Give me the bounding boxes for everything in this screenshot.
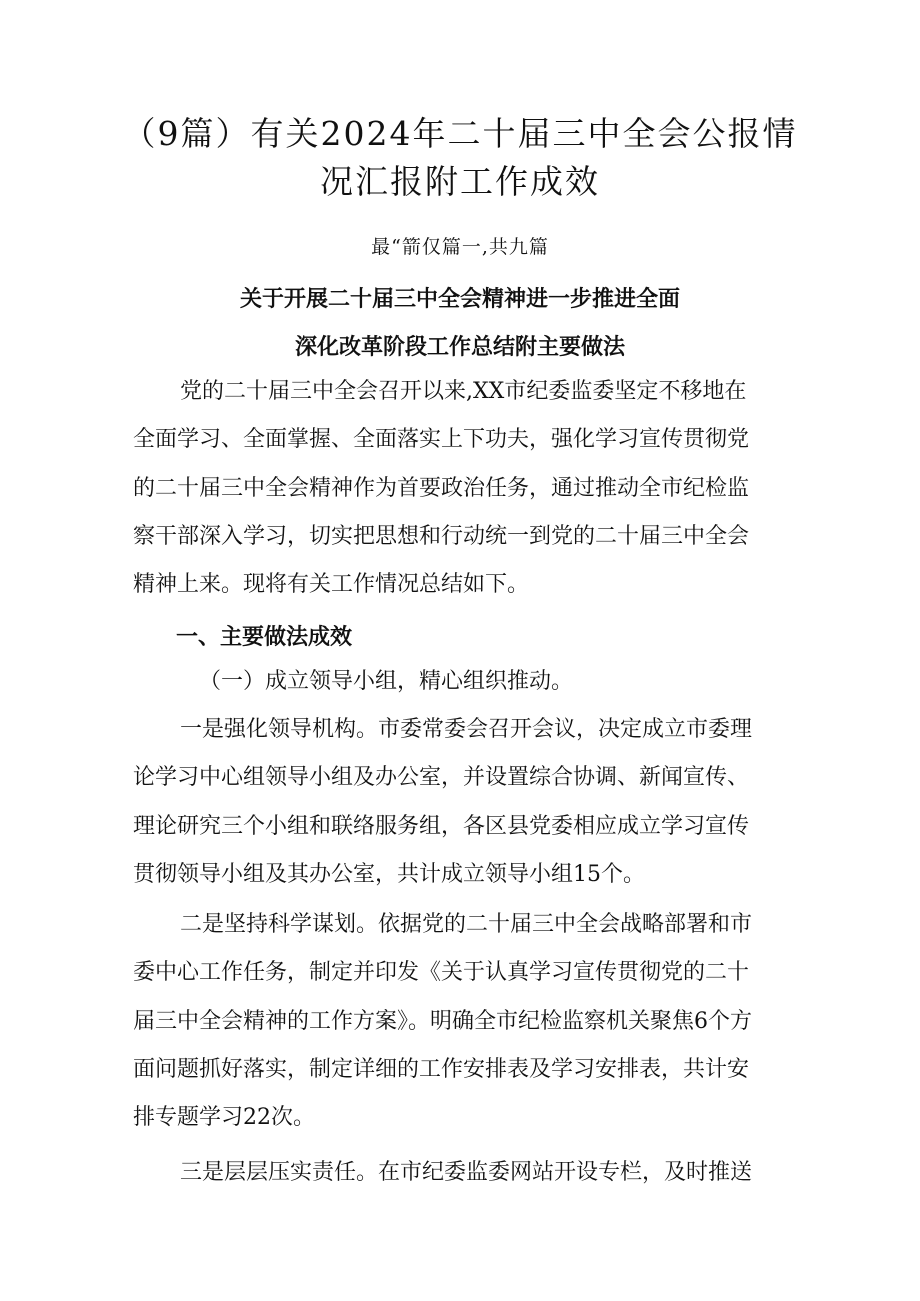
document-subtitle: 最“箭仅篇一,共九篇 (371, 236, 549, 258)
section-heading: 一、主要做法成效 (176, 625, 353, 650)
paragraph-line: 论学习中心组领导小组及办公室，并设置综合协调、新闻宣传、 (133, 765, 750, 790)
subsection-heading: （一）成立领导小组，精心组织推动。 (199, 669, 574, 694)
article-heading-line-2: 深化改革阶段工作总结附主要做法 (294, 335, 625, 360)
document-title-line-2: 况汇报附工作成效 (320, 162, 600, 201)
paragraph-line: 届三中全会精神的工作方案》。明确全市纪检监察机关聚焦6个方 (133, 1009, 752, 1034)
paragraph-line: 察干部深入学习，切实把思想和行动统一到党的二十届三中全会 (133, 524, 750, 549)
paragraph-line: 精神上来。现将有关工作情况总结如下。 (133, 572, 530, 597)
paragraph-line: 二是坚持科学谋划。依据党的二十届三中全会战略部署和市 (180, 912, 753, 937)
paragraph-line: 三是层层压实责任。在市纪委监委网站开设专栏，及时推送 (180, 1160, 753, 1185)
paragraph-line: 一是强化领导机构。市委常委会召开会议，决定成立市委理 (180, 717, 753, 742)
article-heading-line-1: 关于开展二十届三中全会精神进一步推进全面 (239, 287, 680, 312)
paragraph-line: 贯彻领导小组及其办公室，共计成立领导小组15个。 (133, 862, 645, 887)
paragraph-line: 党的二十届三中全会召开以来,XX市纪委监委坚定不移地在 (180, 379, 747, 404)
paragraph-line: 面问题抓好落实，制定详细的工作安排表及学习安排表，共计安 (133, 1057, 750, 1082)
paragraph-line: 全面学习、全面掌握、全面落实上下功夫，强化学习宣传贯彻党 (133, 427, 750, 452)
paragraph-line: 委中心工作任务，制定并印发《关于认真学习宣传贯彻党的二十 (133, 960, 750, 985)
paragraph-line: 的二十届三中全会精神作为首要政治任务，通过推动全市纪检监 (133, 476, 750, 501)
paragraph-line: 排专题学习22次。 (133, 1105, 315, 1130)
paragraph-line: 理论研究三个小组和联络服务组，各区县党委相应成立学习宣传 (133, 814, 750, 839)
document-title-line-1: （9篇）有关2024年二十届三中全会公报情 (122, 114, 798, 153)
